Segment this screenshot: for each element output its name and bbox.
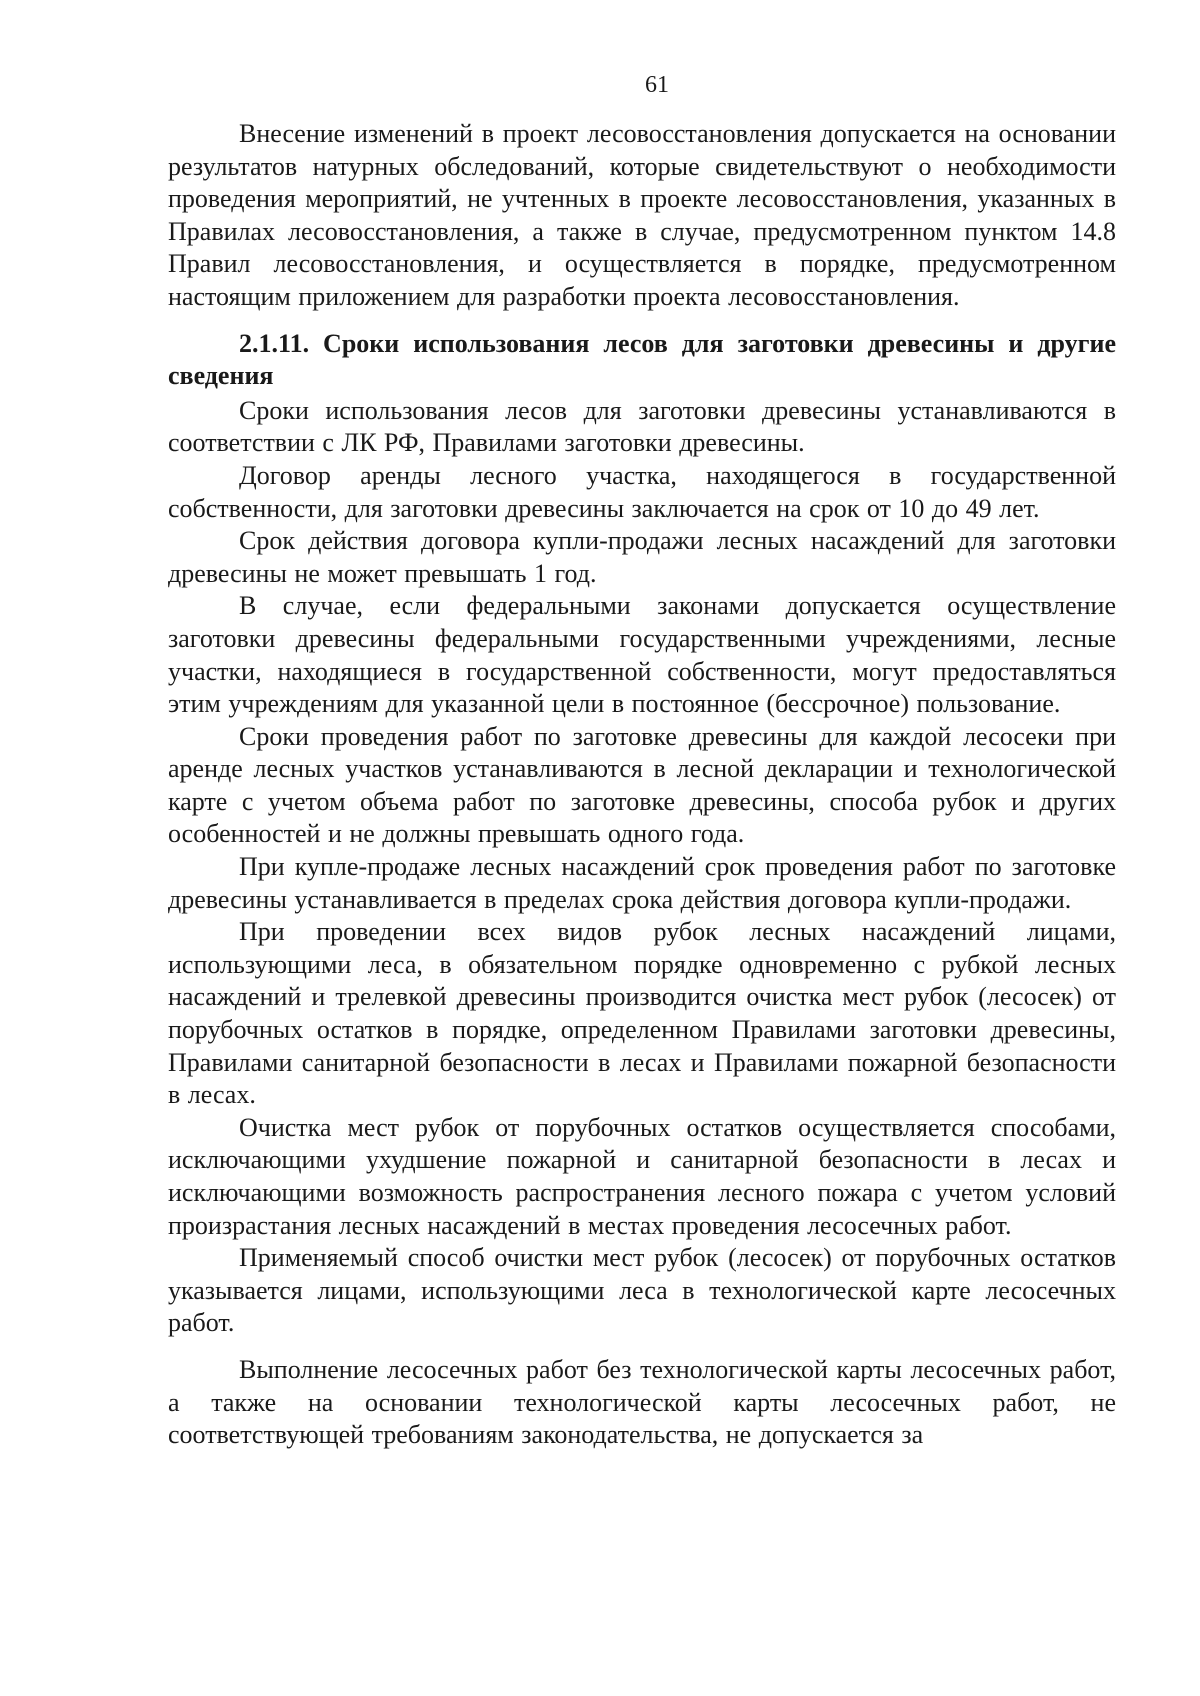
paragraph-lease: Договор аренды лесного участка, находящегося в государственной собственности, для заготовки древесины заключается на срок от 10 до 49 лет. bbox=[168, 460, 1116, 523]
paragraph-sale-work-terms: При купле-продаже лесных насаждений срок проведения работ по заготовке древесины устанавливается в пределах срока действия договора купли-продажи. bbox=[168, 852, 1116, 914]
paragraph-cleaning-specified: Применяемый способ очистки мест рубок (лесосек) от порубочных остатков указывается лицами, использующими леса в технологической карте лесосечных работ. bbox=[168, 1243, 1116, 1338]
paragraph-cleaning-methods: Очистка мест рубок от порубочных остатков осуществляется способами, исключающими ухудшение пожарной и санитарной безопасности в лесах и исключающими возможность распространения лесного пожара с учетом условий произрастания лесных насаждений в местах проведения лесосечных работ. bbox=[168, 1112, 1116, 1240]
paragraph-work-terms: Сроки проведения работ по заготовке древесины для каждой лесосеки при аренде лесных участков устанавливаются в лесной декларации и технологической карте с учетом объема работ по заготовке древесины, способа рубок и других особенностей и не должны превышать одного года. bbox=[168, 721, 1116, 849]
section-heading: 2.1.11. Сроки использования лесов для заготовки древесины и другие сведения bbox=[168, 328, 1116, 391]
paragraph-terms: Сроки использования лесов для заготовки древесины устанавливаются в соответствии с ЛК РФ, Правилами заготовки древесины. bbox=[168, 395, 1116, 458]
paragraph-sale-contract: Срок действия договора купли-продажи лесных насаждений для заготовки древесины не может превышать 1 год. bbox=[168, 526, 1116, 588]
paragraph-site-cleaning: При проведении всех видов рубок лесных насаждений лицами, использующими леса, в обязательном порядке одновременно с рубкой лесных насаждений и трелевкой древесины производится очистка мест рубок (лесосек) от порубочных остатков в порядке, определенном Правилами заготовки древесины, Правилами санитарной безопасности в лесах и Правилами пожарной безопасности в лесах. bbox=[168, 917, 1116, 1110]
page-number: 61 bbox=[645, 72, 669, 98]
paragraph-federal-institutions: В случае, если федеральными законами допускается осуществление заготовки древесины федеральными государственными учреждениями, лесные участки, находящиеся в государственной собственности, могут предоставляться этим учреждениям для указанной цели в постоянное (бессрочное) пользование. bbox=[168, 591, 1116, 719]
paragraph-tech-map: Выполнение лесосечных работ без технологической карты лесосечных работ, а также на основании технологической карты лесосечных работ, не соответствующей требованиям законодательства, не допускается за bbox=[168, 1354, 1116, 1450]
intro-paragraph: Внесение изменений в проект лесовосстановления допускается на основании результатов натурных обследований, которые свидетельствуют о необходимости проведения мероприятий, не учтенных в проекте лесовосстановления, указанных в Правилах лесовосстановления, а также в случае, предусмотренном пунктом 14.8 Правил лесовосстановления, и осуществляется в порядке, предусмотренном настоящим приложением для разработки проекта лесовосстановления. bbox=[168, 119, 1116, 311]
document-page bbox=[168, 70, 1116, 1452]
